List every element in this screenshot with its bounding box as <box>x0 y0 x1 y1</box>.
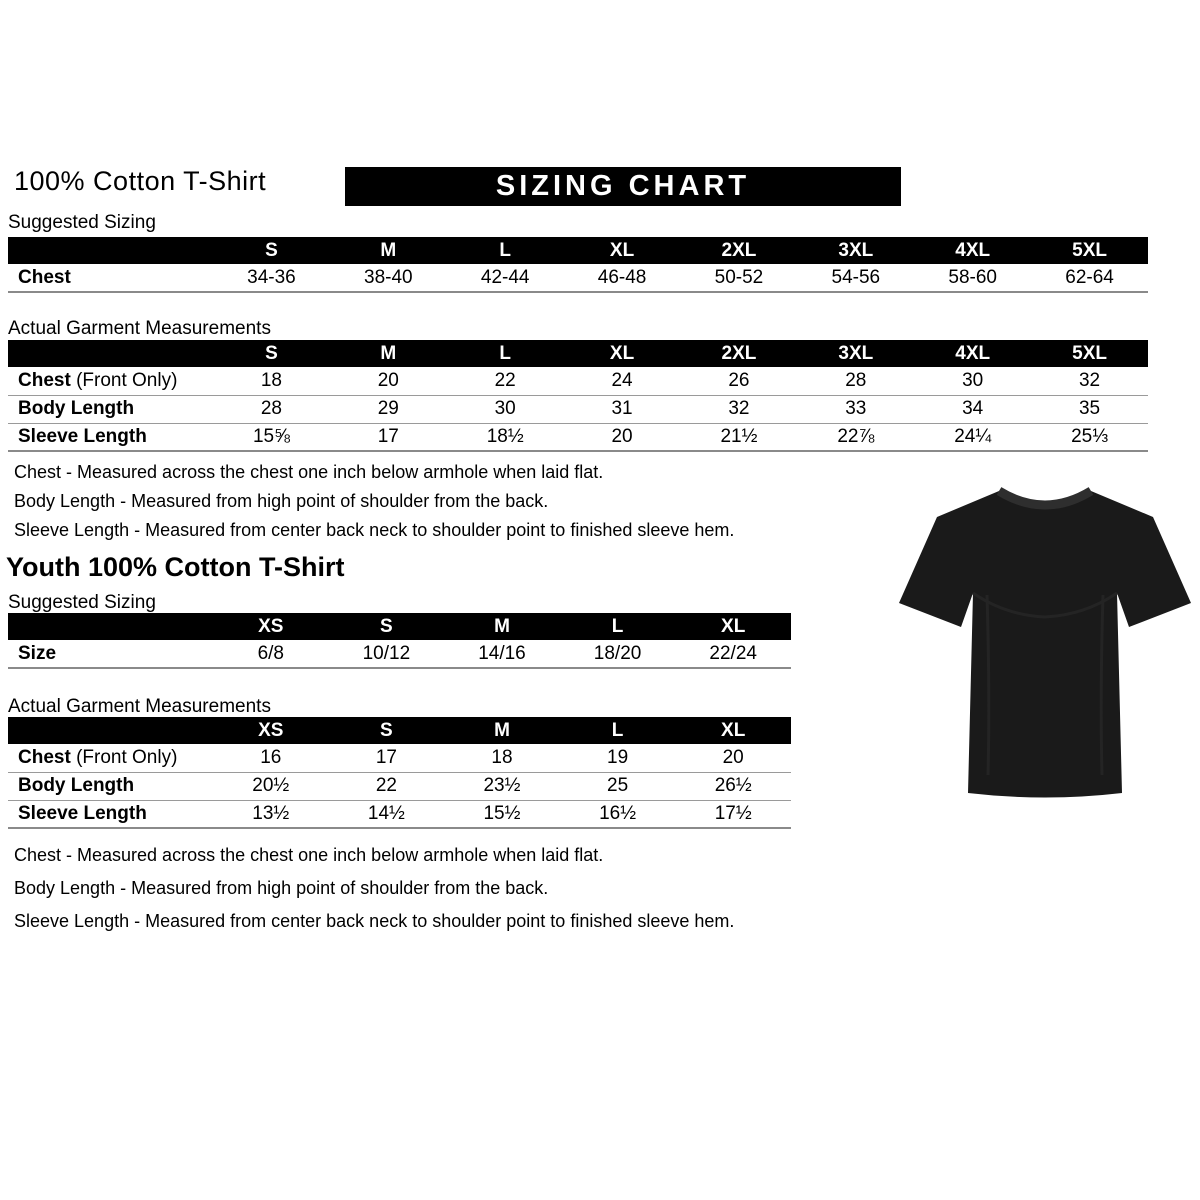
row-label: Sleeve Length <box>18 802 147 824</box>
row-label: Chest (Front Only) <box>18 746 178 768</box>
measurement-cell: 22 <box>494 369 516 391</box>
size-header-m: M <box>444 717 560 744</box>
note-body-length: Body Length - Measured from high point of shoulder from the back. <box>14 878 549 898</box>
measurement-cell: 14/16 <box>478 642 526 664</box>
measurement-row <box>8 744 791 772</box>
measurement-cell: 62-64 <box>1065 266 1114 288</box>
size-header-2xl: 2XL <box>681 237 798 264</box>
measurement-cell: 28 <box>260 398 282 419</box>
size-header-m: M <box>330 237 447 264</box>
measurement-cell: 18/20 <box>593 642 642 664</box>
size-header-xs: XS <box>213 613 329 640</box>
size-header-s: S <box>213 340 330 367</box>
measurement-cell: 13½ <box>252 802 290 824</box>
measurement-cell: 20 <box>611 425 633 447</box>
measurement-cell: 18 <box>260 369 282 391</box>
measurement-row <box>8 395 1148 423</box>
measurement-cell: 25 <box>607 775 629 796</box>
measurement-cell: 54-56 <box>831 266 881 288</box>
measurement-row <box>8 640 791 668</box>
size-header-xl: XL <box>675 613 791 640</box>
row-label: Chest <box>18 266 71 288</box>
measurement-cell: 10/12 <box>362 642 411 664</box>
measurement-cell: 42-44 <box>480 266 530 288</box>
size-header-xl: XL <box>564 340 681 367</box>
measurement-cell: 21½ <box>720 425 758 447</box>
measurement-cell: 29 <box>377 398 399 419</box>
black-tshirt-image <box>895 470 1195 820</box>
measurement-cell: 24¼ <box>954 425 992 447</box>
size-header-spacer <box>8 613 213 640</box>
measurement-cell: 15⅝ <box>252 425 290 447</box>
row-label: Chest (Front Only) <box>18 369 178 391</box>
measurement-cell: 18½ <box>486 425 524 447</box>
adult-measurement-notes <box>14 462 734 549</box>
measurement-cell: 24 <box>611 369 633 391</box>
measurement-row <box>8 772 791 800</box>
adult-suggested-sizing-label: Suggested Sizing <box>8 212 156 233</box>
adult-actual-measurements-table <box>8 340 1148 452</box>
youth-suggested-sizing-label: Suggested Sizing <box>8 592 156 613</box>
youth-actual-measurements-label: Actual Garment Measurements <box>8 696 271 717</box>
note-chest: Chest - Measured across the chest one inch below armhole when laid flat. <box>14 462 604 482</box>
measurement-cell: 18 <box>491 746 513 768</box>
size-header-s: S <box>329 613 445 640</box>
measurement-cell: 17 <box>377 425 399 447</box>
measurement-cell: 23½ <box>483 775 521 796</box>
size-header-spacer <box>8 340 213 367</box>
size-header-row <box>8 237 1148 264</box>
size-header-row <box>8 340 1148 367</box>
measurement-cell: 34-36 <box>247 266 296 288</box>
size-header-s: S <box>213 237 330 264</box>
measurement-cell: 22 <box>375 775 397 796</box>
size-header-row <box>8 717 791 744</box>
size-header-l: L <box>560 717 676 744</box>
measurement-cell: 20½ <box>252 775 290 796</box>
measurement-cell: 16 <box>260 746 282 768</box>
note-sleeve-length: Sleeve Length - Measured from center back neck to shoulder point to finished sleeve hem. <box>14 520 735 540</box>
measurement-cell: 30 <box>494 398 516 419</box>
adult-actual-measurements-label: Actual Garment Measurements <box>8 318 271 339</box>
measurement-cell: 32 <box>1078 369 1101 391</box>
measurement-row <box>8 800 791 828</box>
measurement-cell: 22⅞ <box>837 425 875 447</box>
measurement-cell: 35 <box>1078 398 1101 419</box>
size-header-s: S <box>329 717 445 744</box>
measurement-cell: 33 <box>845 398 867 419</box>
size-header-4xl: 4XL <box>914 340 1031 367</box>
size-header-5xl: 5XL <box>1031 237 1148 264</box>
size-header-5xl: 5XL <box>1031 340 1148 367</box>
tshirt-silhouette-icon <box>895 470 1195 820</box>
size-header-m: M <box>444 613 560 640</box>
measurement-cell: 6/8 <box>257 642 284 664</box>
measurement-cell: 30 <box>962 369 984 391</box>
measurement-cell: 58-60 <box>948 266 997 288</box>
size-header-l: L <box>447 340 564 367</box>
note-body-length: Body Length - Measured from high point of shoulder from the back. <box>14 491 549 511</box>
row-label: Body Length <box>18 775 135 796</box>
size-header-xl: XL <box>564 237 681 264</box>
size-header-spacer <box>8 717 213 744</box>
size-header-3xl: 3XL <box>797 340 914 367</box>
row-label: Size <box>18 642 57 664</box>
measurement-cell: 28 <box>845 369 867 391</box>
measurement-cell: 26½ <box>714 775 752 796</box>
measurement-cell: 25⅓ <box>1071 425 1109 447</box>
size-header-row <box>8 613 791 640</box>
measurement-cell: 32 <box>728 398 750 419</box>
size-header-3xl: 3XL <box>797 237 914 264</box>
measurement-cell: 17½ <box>714 802 752 824</box>
size-header-l: L <box>560 613 676 640</box>
measurement-cell: 26 <box>728 369 750 391</box>
measurement-cell: 31 <box>611 398 633 419</box>
measurement-cell: 15½ <box>483 802 521 824</box>
row-label: Sleeve Length <box>18 425 147 447</box>
measurement-cell: 20 <box>377 369 399 391</box>
youth-actual-measurements-table <box>8 717 791 829</box>
size-header-m: M <box>330 340 447 367</box>
measurement-cell: 34 <box>962 398 984 419</box>
measurement-cell: 16½ <box>599 802 637 824</box>
size-header-xs: XS <box>213 717 329 744</box>
note-sleeve-length: Sleeve Length - Measured from center back neck to shoulder point to finished sleeve hem. <box>14 911 735 931</box>
adult-section-title: 100% Cotton T-Shirt <box>14 166 267 196</box>
adult-suggested-sizing-table <box>8 237 1148 293</box>
measurement-cell: 14½ <box>367 802 405 824</box>
sizing-chart-banner: SIZING CHART <box>345 167 901 206</box>
measurement-cell: 38-40 <box>364 266 413 288</box>
size-header-4xl: 4XL <box>914 237 1031 264</box>
size-header-xl: XL <box>675 717 791 744</box>
measurement-cell: 19 <box>607 746 629 768</box>
size-header-l: L <box>447 237 564 264</box>
measurement-row <box>8 367 1148 395</box>
size-header-spacer <box>8 237 213 264</box>
youth-suggested-sizing-table <box>8 613 791 669</box>
measurement-cell: 20 <box>722 746 744 768</box>
note-chest: Chest - Measured across the chest one inch below armhole when laid flat. <box>14 845 604 865</box>
size-header-2xl: 2XL <box>681 340 798 367</box>
youth-section-title: Youth 100% Cotton T-Shirt <box>6 552 345 582</box>
youth-measurement-notes <box>14 845 734 944</box>
measurement-row <box>8 423 1148 451</box>
measurement-cell: 50-52 <box>714 266 764 288</box>
measurement-row <box>8 264 1148 292</box>
measurement-cell: 22/24 <box>709 642 757 664</box>
measurement-cell: 46-48 <box>597 266 647 288</box>
row-label: Body Length <box>18 398 135 419</box>
measurement-cell: 17 <box>375 746 397 768</box>
